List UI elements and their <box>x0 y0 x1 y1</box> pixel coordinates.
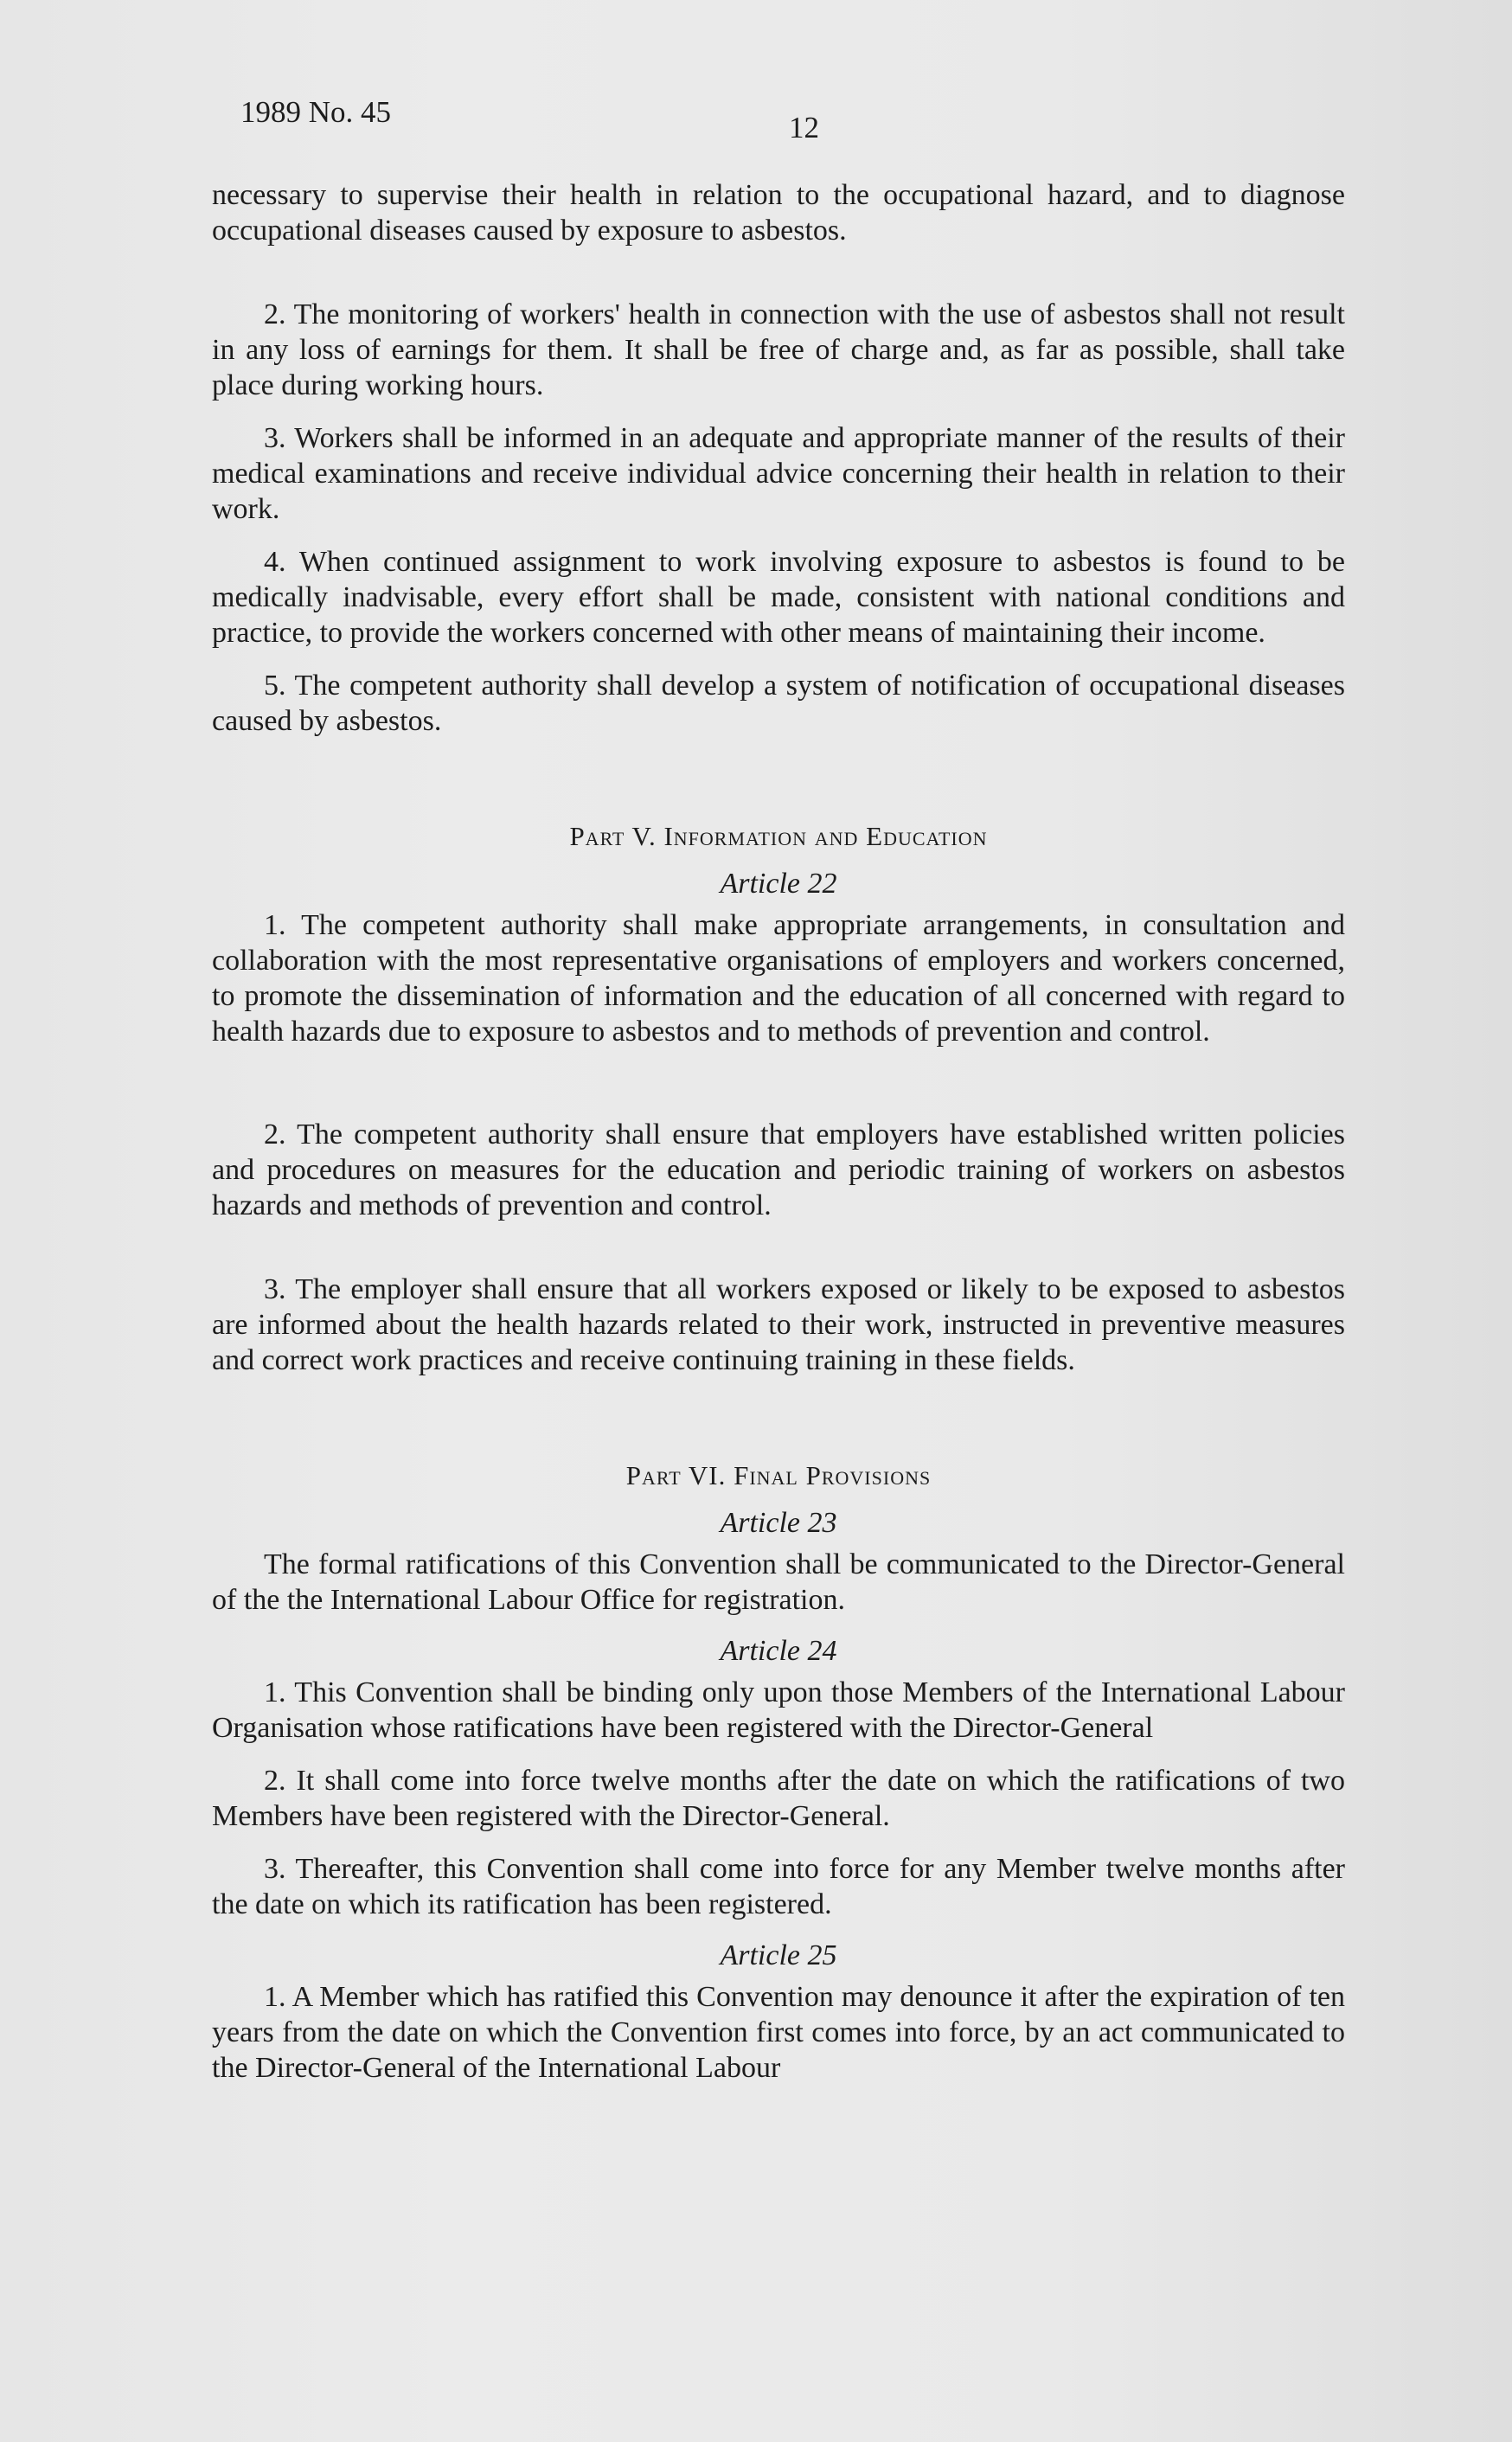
part-heading: Part VI. Final Provisions <box>625 1460 932 1490</box>
article-heading: Article 22 <box>720 868 837 900</box>
paragraph: 3. Workers shall be informed in an adequate and appropriate manner of the results of their medical examinations and receive individual advice concerning their health in relation to their work. <box>212 422 1345 525</box>
paragraph: 1. This Convention shall be binding only upon those Members of the International Labour Organisation whose ratifications have been registered with the Director-General <box>212 1676 1345 1744</box>
part-heading: Part V. Information and Education <box>569 821 988 851</box>
paragraph: 3. The employer shall ensure that all workers exposed or likely to be exposed to asbestos are informed about the health hazards related to their work, instructed in preventive measures and correct work practices and receive continuing training in these fields. <box>212 1273 1345 1376</box>
paragraph: 1. The competent authority shall make appropriate arrangements, in consultation and collaboration with the most representative organisations of employers and workers concerned, to promote the dissemination of information and the education of all concerned with regard to health hazards due to exposure to asbestos and to methods of prevention and control. <box>212 909 1345 1048</box>
body-text <box>212 177 1345 2103</box>
paragraph: 5. The competent authority shall develop a system of notification of occupational diseases caused by asbestos. <box>212 670 1345 737</box>
paragraph: 3. Thereafter, this Convention shall come into force for any Member twelve months after the date on which its ratification has been registered. <box>212 1853 1345 1920</box>
article-heading: Article 23 <box>720 1507 837 1539</box>
article-heading: Article 25 <box>720 1939 837 1971</box>
paragraph: 4. When continued assignment to work involving exposure to asbestos is found to be medically inadvisable, every effort shall be made, consistent with national conditions and practice, to provide the workers concerned with other means of maintaining their income. <box>212 546 1345 649</box>
paragraph: 2. It shall come into force twelve months after the date on which the ratifications of two Members have been registered with the Director-General. <box>212 1765 1345 1832</box>
paragraph: necessary to supervise their health in relation to the occupational hazard, and to diagnose occupational diseases caused by exposure to asbestos. <box>212 179 1345 247</box>
paragraph: 2. The competent authority shall ensure that employers have established written policies and procedures on measures for the education and periodic training of workers on asbestos hazards and methods of prevention and control. <box>212 1118 1345 1221</box>
page-number: 12 <box>789 111 819 144</box>
paragraph: 2. The monitoring of workers' health in connection with the use of asbestos shall not result in any loss of earnings for them. It shall be free of charge and, as far as possible, shall take place during working hours. <box>212 298 1345 401</box>
article-heading: Article 24 <box>720 1635 837 1667</box>
document-reference: 1989 No. 45 <box>240 95 392 129</box>
paragraph: 1. A Member which has ratified this Convention may denounce it after the expiration of ten years from the date on which the Convention first comes into force, by an act communicated to the Director-General of the International Labour <box>212 1981 1345 2084</box>
paragraph: The formal ratifications of this Convention shall be communicated to the Director-General of the the International Labour Office for registration. <box>212 1548 1345 1616</box>
